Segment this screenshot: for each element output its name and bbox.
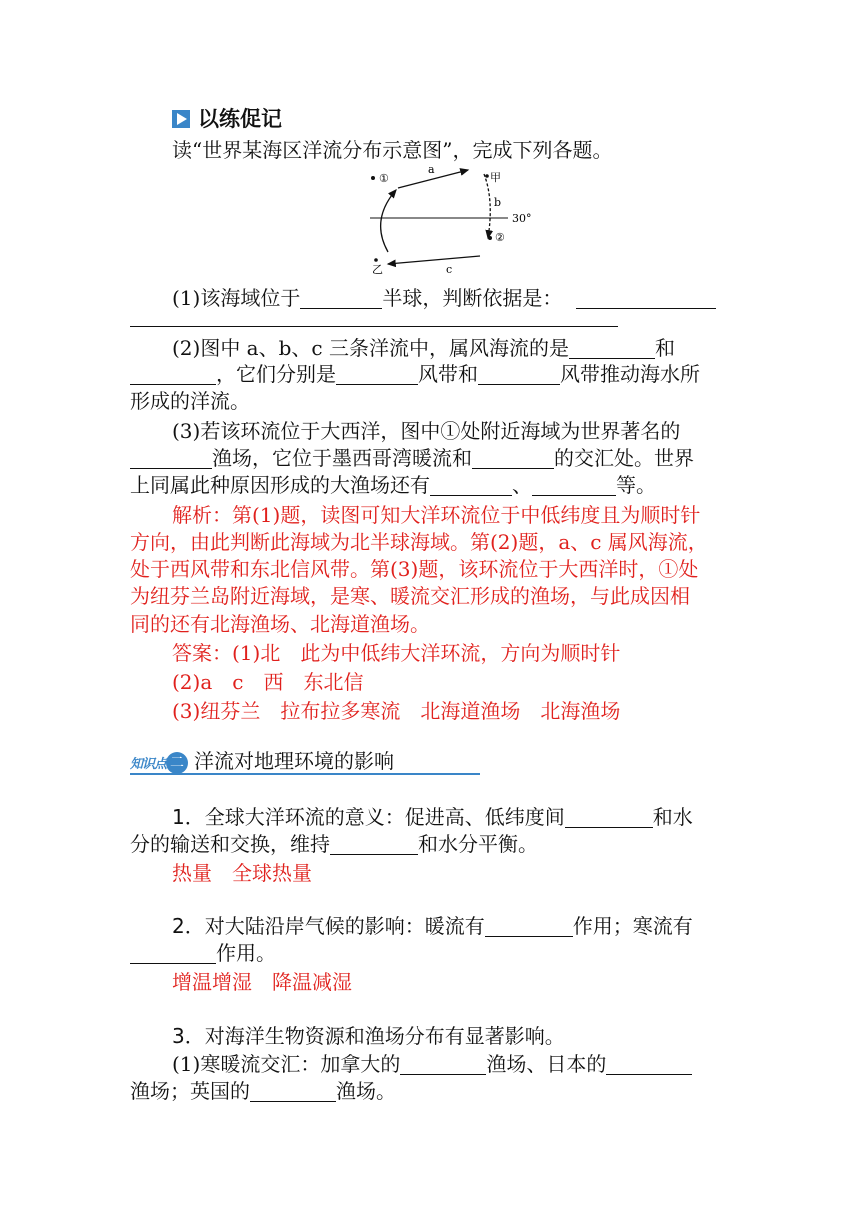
item-3-blank-2[interactable] [606, 1054, 692, 1075]
play-arrow-icon [172, 110, 190, 128]
item-3-text-b: 渔场、日本的 [486, 1052, 607, 1076]
item-2-answer: 增温增湿 降温减湿 [172, 970, 352, 994]
label-1: ① [379, 172, 389, 185]
item-1-blank-2[interactable] [330, 834, 418, 855]
q3-blank-4[interactable] [532, 475, 616, 496]
item-1-text-e: 和水分平衡。 [418, 832, 538, 856]
item-3-text-d: 渔场。 [336, 1079, 396, 1103]
q2-blank-1[interactable] [569, 338, 655, 359]
item-3-blank-3[interactable] [250, 1081, 336, 1102]
label-jia: 甲 [490, 171, 501, 184]
q3-blank-3[interactable] [430, 475, 512, 496]
analysis-line-3: 处于西风带和东北信风带。第(3)题，该环流位于大西洋时，①处 [130, 557, 699, 581]
section-2-title: 洋流对地理环境的影响 [194, 749, 395, 773]
answer-text-1: (1)北 此为中低纬大洋环流，方向为顺时针 [232, 641, 621, 665]
item-1-answer: 热量 全球热量 [172, 861, 312, 885]
analysis-line-4: 为纽芬兰岛附近海域，是寒、暖流交汇形成的渔场，与此成因相 [130, 584, 690, 608]
question-3: (3)若该环流位于大西洋，图中①处附近海域为世界著名的 [172, 419, 681, 443]
answer-line-2: (2)a c 西 东北信 [172, 670, 364, 694]
q2-text-b: 和 [654, 336, 675, 360]
q1-text-b: 半球，判断依据是： [382, 286, 563, 310]
q2-text-e: 风带推动海水所 [560, 362, 700, 386]
knowledge-point-number: 二 [166, 752, 188, 774]
current-c [388, 256, 480, 264]
current-west-arc [381, 190, 396, 252]
label-c: c [446, 263, 453, 275]
point-yi-dot [374, 258, 378, 262]
analysis-line-2: 方向，由此判断此海域为北半球海域。第(2)题，a、c 属风海流， [130, 530, 708, 554]
label-a: a [428, 163, 435, 176]
analysis-text-1: 第(1)题，读图可知大洋环流位于中低纬度且为顺时针 [232, 503, 701, 527]
q1-text-a: (1)该海域位于 [172, 286, 301, 310]
item-2-line2 [130, 940, 276, 966]
question-2-line2 [130, 361, 700, 387]
item-2 [172, 913, 693, 939]
q3-blank-1[interactable] [130, 448, 212, 469]
item-2-title: 2．对大陆沿岸气候的影响： [172, 914, 425, 938]
point-jia-dot [485, 174, 489, 178]
label-yi: 乙 [372, 263, 383, 275]
item-1-blank-1[interactable] [565, 807, 653, 828]
item-2-blank-1[interactable] [485, 916, 573, 937]
latitude-label: 30° [512, 212, 532, 225]
q3-text-e: 、 [512, 473, 532, 497]
point-2-dot [488, 236, 492, 240]
knowledge-point-badge: 知识点 [130, 757, 167, 772]
section-heading-text: 以练促记 [198, 107, 282, 131]
answer-line-3: (3)纽芬兰 拉布拉多寒流 北海道渔场 北海渔场 [172, 699, 621, 723]
item-1 [172, 804, 693, 830]
answer-label: 答案： [172, 641, 232, 665]
intro-text: 读“世界某海区洋流分布示意图”，完成下列各题。 [172, 138, 613, 162]
question-2 [172, 335, 675, 361]
item-2-text-b: 暖流有 [424, 914, 485, 938]
section-heading [172, 106, 282, 132]
q2-blank-2[interactable] [130, 364, 216, 385]
item-1-line2 [130, 831, 538, 857]
item-3-text-a: (1)寒暖流交汇：加拿大的 [172, 1052, 401, 1076]
item-1-text-c: 和水 [652, 805, 693, 829]
item-3-title: 3．对海洋生物资源和渔场分布有显著影响。 [172, 1024, 565, 1048]
item-3-text-c: 渔场；英国的 [130, 1079, 250, 1103]
label-2: ② [495, 231, 505, 244]
analysis-line-1 [172, 502, 700, 528]
section-2-underline [130, 773, 480, 775]
ocean-current-diagram [360, 160, 560, 275]
q3-text-d: 上同属此种原因形成的大渔场还有 [130, 473, 430, 497]
label-b: b [494, 196, 502, 209]
q3-blank-2[interactable] [472, 448, 554, 469]
item-2-blank-2[interactable] [130, 943, 216, 964]
q2-text-c: ，它们分别是 [216, 362, 336, 386]
question-3-line2 [130, 445, 694, 471]
q2-text-d: 风带和 [418, 362, 478, 386]
analysis-label: 解析： [172, 503, 232, 527]
q2-text-a: (2)图中 a、b、c 三条洋流中，属风海流的是 [172, 336, 569, 360]
q3-text-f: 等。 [616, 473, 656, 497]
item-3-line1 [172, 1051, 692, 1077]
item-3-line2 [130, 1078, 396, 1104]
point-1-dot [371, 176, 375, 180]
item-1-text-b: 促进高、低纬度间 [404, 805, 565, 829]
q1-blank-line[interactable] [130, 306, 618, 327]
item-1-text-d: 分的输送和交换，维持 [130, 832, 330, 856]
answer-line-1 [172, 640, 620, 666]
item-1-title: 1．全球大洋环流的意义： [172, 805, 405, 829]
question-2-line3: 形成的洋流。 [130, 389, 250, 413]
item-3-blank-1[interactable] [400, 1054, 486, 1075]
q2-blank-3[interactable] [336, 364, 418, 385]
q3-text-b: 渔场，它位于墨西哥湾暖流和 [212, 446, 472, 470]
q3-text-c: 的交汇处。世界 [554, 446, 694, 470]
q2-blank-4[interactable] [478, 364, 560, 385]
item-2-text-d: 作用。 [216, 941, 276, 965]
analysis-line-5: 同的还有北海渔场、北海道渔场。 [130, 612, 430, 636]
item-2-text-c: 作用；寒流有 [572, 914, 693, 938]
question-3-line3 [130, 472, 656, 498]
